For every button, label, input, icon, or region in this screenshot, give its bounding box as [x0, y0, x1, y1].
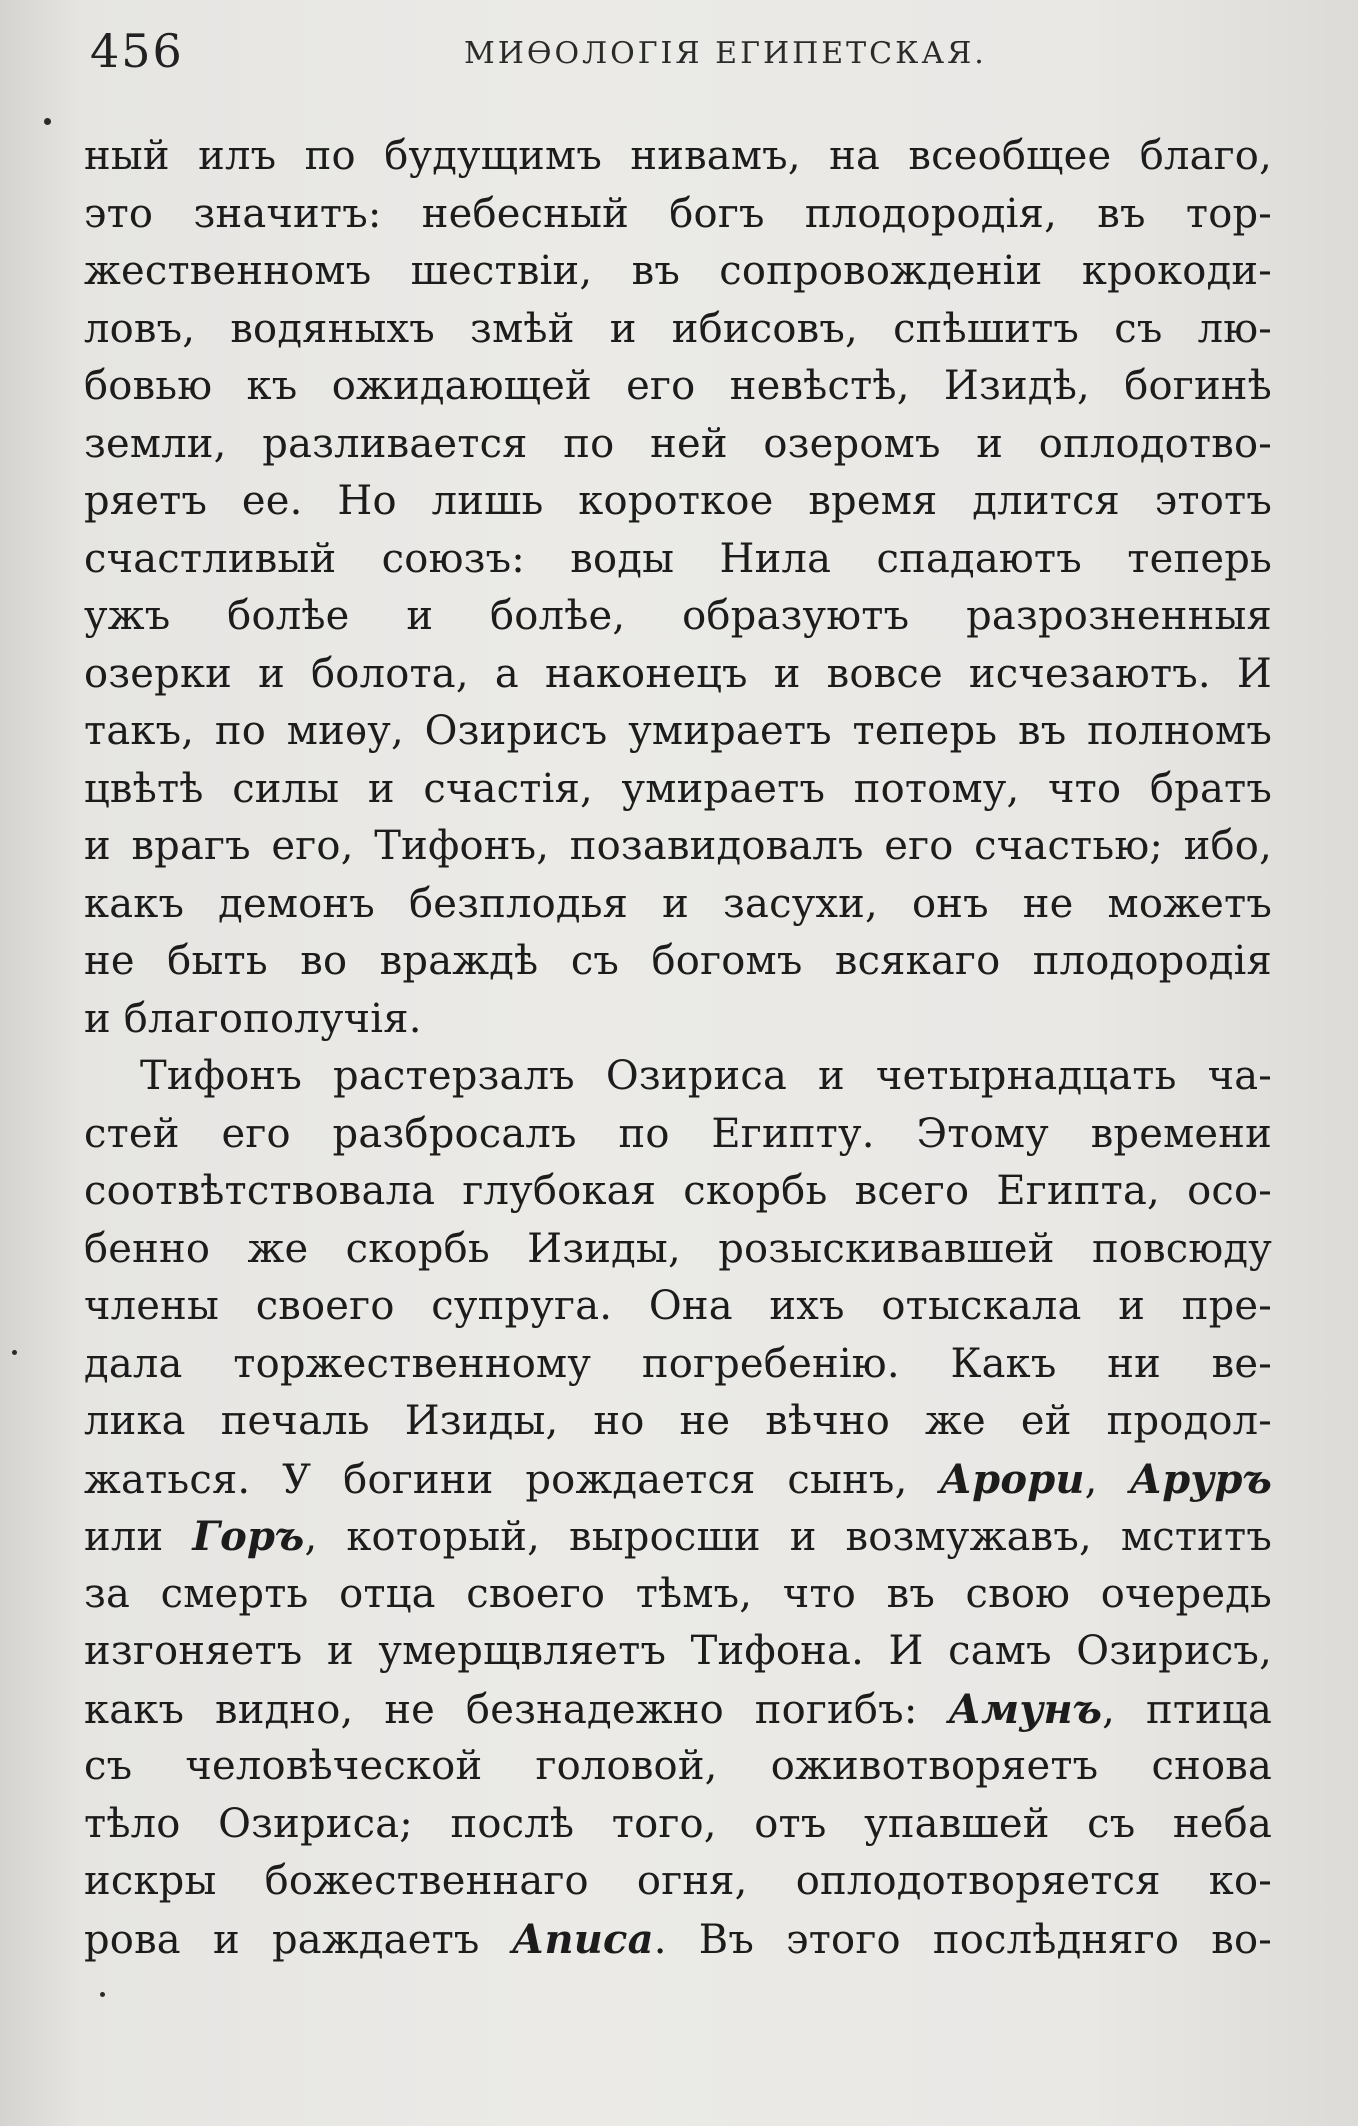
text-line: за смерть отца своего тѣмъ, что въ свою очередь: [84, 1570, 1272, 1617]
text-line: и благополучія.: [84, 995, 422, 1042]
text-line: стей его разбросалъ по Египту. Этому времени: [84, 1110, 1272, 1157]
page-number: 456: [90, 24, 184, 78]
text-line: ряетъ ее. Но лишь короткое время длится этотъ: [84, 478, 1272, 524]
print-speck: [44, 118, 51, 125]
text-line: бенно же скорбь Изиды, розыскивавшей повсюду: [84, 1225, 1272, 1272]
text-line: ловъ, водяныхъ змѣй и ибисовъ, спѣшитъ съ лю-: [84, 305, 1272, 352]
text-line: или Горъ, который, выросши и возмужавъ, мститъ: [84, 1513, 1272, 1560]
text-line: цвѣтѣ силы и счастія, умираетъ потому, что братъ: [84, 765, 1272, 812]
italic-name: Арори: [939, 1455, 1085, 1503]
text-line: искры божественнаго огня, оплодотворяется ко-: [84, 1858, 1272, 1904]
text-line: лика печаль Изиды, но не вѣчно же ей продол-: [84, 1398, 1272, 1444]
page-header: [84, 14, 1274, 84]
print-speck: [12, 1350, 17, 1355]
italic-name: Горъ: [192, 1513, 305, 1560]
text-line: жественномъ шествіи, въ сопровожденіи крокоди-: [84, 248, 1272, 294]
text-line: ный илъ по будущимъ нивамъ, на всеобщее благо,: [84, 133, 1272, 179]
text-line: какъ видно, не безнадежно погибъ: Амунъ, птица: [84, 1685, 1272, 1733]
text-line: это значитъ: небесный богъ плодородія, въ тор-: [84, 190, 1272, 237]
text-line: соотвѣтствовала глубокая скорбь всего Египта, осо-: [84, 1168, 1272, 1214]
text-line: не быть во враждѣ съ богомъ всякаго плодородія: [84, 938, 1272, 984]
text-line: рова и раждаетъ Аписа. Въ этого послѣдняго во-: [84, 1915, 1272, 1963]
running-head: МИѲОЛОГІЯ ЕГИПЕТСКАЯ.: [464, 36, 987, 71]
text-line: Тифонъ растерзалъ Озириса и четырнадцать ча-: [140, 1053, 1272, 1099]
text-line: и врагъ его, Тифонъ, позавидовалъ его счастью; ибо,: [84, 823, 1272, 869]
print-speck: [100, 1992, 105, 1997]
text-line: изгоняетъ и умерщвляетъ Тифона. И самъ Озирисъ,: [84, 1628, 1272, 1674]
italic-name: Амунъ: [948, 1685, 1103, 1733]
text-line: ужъ болѣе и болѣе, образуютъ разрозненныя: [84, 593, 1272, 639]
text-line: съ человѣческой головой, оживотворяетъ снова: [84, 1743, 1272, 1789]
text-line: такъ, по миѳу, Озирисъ умираетъ теперь въ полномъ: [84, 708, 1272, 754]
text-line: бовью къ ожидающей его невѣстѣ, Изидѣ, богинѣ: [84, 363, 1272, 409]
text-line: дала торжественному погребенію. Какъ ни ве-: [84, 1340, 1272, 1387]
text-line: какъ демонъ безплодья и засухи, онъ не можетъ: [84, 880, 1272, 927]
text-line: тѣло Озириса; послѣ того, отъ упавшей съ неба: [84, 1800, 1272, 1847]
text-line: счастливый союзъ: воды Нила спадаютъ теперь: [84, 535, 1272, 582]
body-text: [84, 128, 1272, 1968]
italic-name: Аписа: [511, 1915, 654, 1963]
text-line: члены своего супруга. Она ихъ отыскала и пре-: [84, 1283, 1272, 1329]
text-line: земли, разливается по ней озеромъ и оплодотво-: [84, 420, 1272, 467]
italic-name: Аруръ: [1129, 1455, 1272, 1503]
text-line: жаться. У богини рождается сынъ, Арори, Аруръ: [84, 1455, 1272, 1503]
text-line: озерки и болота, а наконецъ и вовсе исчезаютъ. И: [84, 650, 1272, 697]
